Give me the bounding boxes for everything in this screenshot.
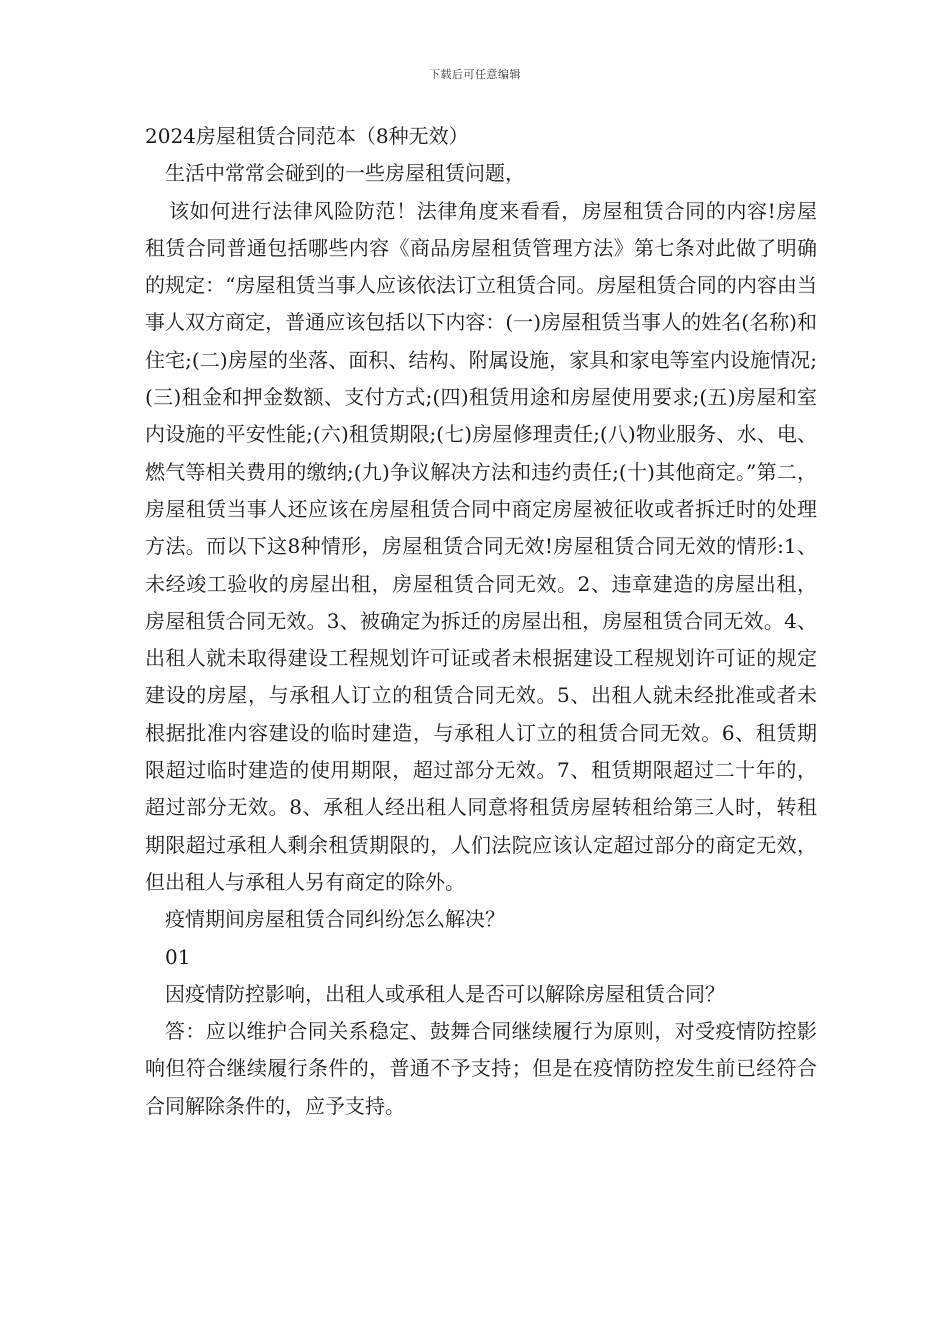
paragraph-intro: 生活中常常会碰到的一些房屋租赁问题，	[165, 161, 525, 186]
page-header-note: 下载后可任意编辑	[429, 68, 521, 81]
paragraph-answer: 答：应以维护合同关系稳定、鼓舞合同继续履行为原则，对受疫情防控影响但符合继续履行条件的，普通不予支持；但是在疫情防控发生前已经符合合同解除条件的，应予支持。	[145, 1019, 817, 1118]
document-title: 2024房屋租赁合同范本（8种无效）	[145, 124, 469, 148]
paragraph-main: 该如何进行法律风险防范！法律角度来看看，房屋租赁合同的内容!房屋租赁合同普通包括哪些内容《商品房屋租赁管理方法》第七条对此做了明确的规定：“房屋租赁当事人应该依法订立租赁合同。房屋租赁合同的内容由当事人双方商定，普通应该包括以下内容：(一)房屋租赁当事人的姓名(名称)和住宅;(二)房屋的坐落、面积、结构、附属设施，家具和家电等室内设施情况;(三)租金和押金数额、支付方式;(四)租赁用途和房屋使用要求;(五)房屋和室内设施的平安性能;(六)租赁期限;(七)房屋修理责任;(八)物业服务、水、电、燃气等相关费用的缴纳;(九)争议解决方法和违约责任;(十)其他商定。”第二，房屋租赁当事人还应该在房屋租赁合同中商定房屋被征收或者拆迁时的处理方法。而以下这8种情形，房屋租赁合同无效!房屋租赁合同无效的情形:1、未经竣工验收的房屋出租，房屋租赁合同无效。2、违章建造的房屋出租，房屋租赁合同无效。3、被确定为拆迁的房屋出租，房屋租赁合同无效。4、出租人就未取得建设工程规划许可证或者未根据建设工程规划许可证的规定建设的房屋，与承租人订立的租赁合同无效。5、出租人就未经批准或者未根据批准内容建设的临时建造，与承租人订立的租赁合同无效。6、租赁期限超过临时建造的使用期限，超过部分无效。7、租赁期限超过二十年的，超过部分无效。8、承租人经出租人同意将租赁房屋转租给第三人时，转租期限超过承租人剩余租赁期限的，人们法院应该认定超过部分的商定无效，但出租人与承租人另有商定的除外。	[145, 198, 817, 894]
document-body	[145, 118, 817, 1125]
paragraph-question: 因疫情防控影响，出租人或承租人是否可以解除房屋租赁合同？	[165, 981, 725, 1006]
paragraph-question-heading: 疫情期间房屋租赁合同纠纷怎么解决？	[165, 907, 505, 932]
paragraph-number: 01	[165, 944, 191, 969]
